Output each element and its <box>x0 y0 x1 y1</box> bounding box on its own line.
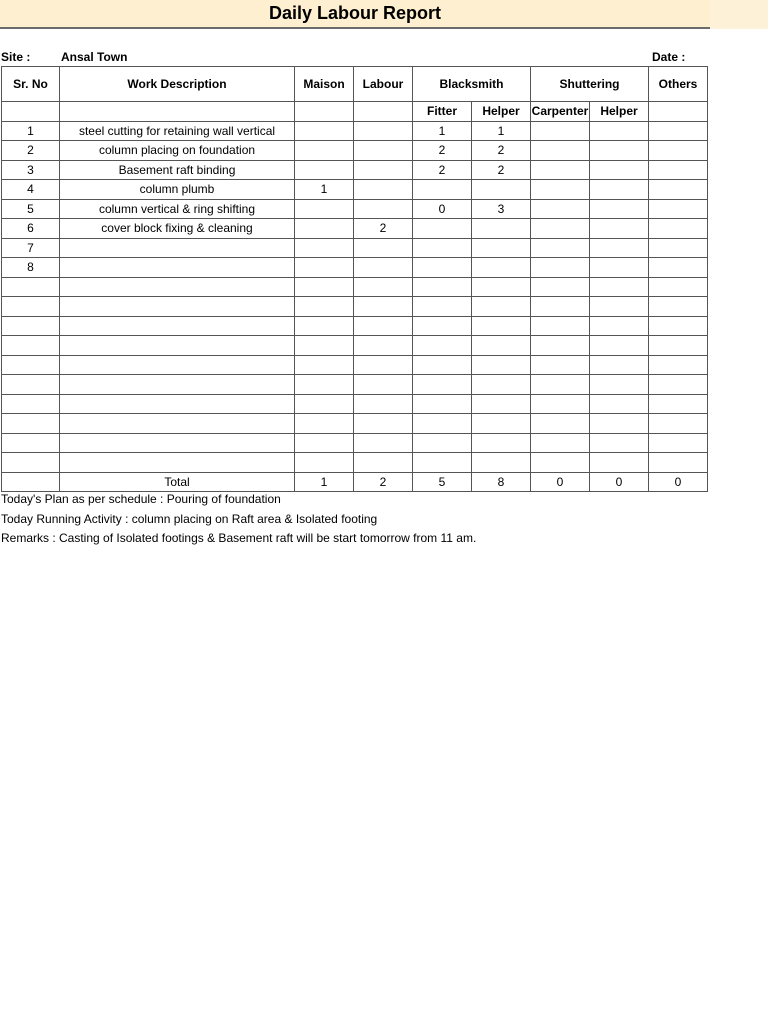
cell-carpenter <box>531 453 590 473</box>
header-row-sub <box>2 102 708 122</box>
cell-others <box>649 121 708 141</box>
cell-labour <box>354 355 413 375</box>
cell-labour <box>354 258 413 278</box>
total-labour: 2 <box>354 472 413 492</box>
cell-labour <box>354 160 413 180</box>
cell-sr-no <box>2 316 60 336</box>
cell-fitter <box>413 238 472 258</box>
cell-work-description <box>60 336 295 356</box>
subheader-empty <box>60 102 295 122</box>
cell-blacksmith-helper <box>472 277 531 297</box>
cell-fitter <box>413 258 472 278</box>
total-label: Total <box>60 472 295 492</box>
cell-fitter: 2 <box>413 160 472 180</box>
table-row <box>2 394 708 414</box>
cell-blacksmith-helper <box>472 316 531 336</box>
cell-shuttering-helper <box>590 277 649 297</box>
cell-sr-no <box>2 453 60 473</box>
table-row <box>2 258 708 278</box>
cell-labour <box>354 180 413 200</box>
cell-maison <box>295 141 354 161</box>
cell-shuttering-helper <box>590 258 649 278</box>
cell-work-description: cover block fixing & cleaning <box>60 219 295 239</box>
cell-maison <box>295 277 354 297</box>
cell-shuttering-helper <box>590 355 649 375</box>
cell-blacksmith-helper <box>472 258 531 278</box>
cell-maison <box>295 316 354 336</box>
table-row <box>2 355 708 375</box>
cell-work-description: Basement raft binding <box>60 160 295 180</box>
cell-shuttering-helper <box>590 414 649 434</box>
cell-others <box>649 297 708 317</box>
cell-carpenter <box>531 414 590 434</box>
table-row <box>2 141 708 161</box>
subheader-carpenter: Carpenter <box>531 102 590 122</box>
cell-others <box>649 336 708 356</box>
cell-fitter <box>413 336 472 356</box>
table-row <box>2 277 708 297</box>
cell-others <box>649 414 708 434</box>
cell-labour <box>354 199 413 219</box>
cell-blacksmith-helper <box>472 180 531 200</box>
cell-carpenter <box>531 141 590 161</box>
subheader-fitter: Fitter <box>413 102 472 122</box>
cell-work-description <box>60 277 295 297</box>
cell-carpenter <box>531 336 590 356</box>
total-fitter: 5 <box>413 472 472 492</box>
subheader-empty <box>295 102 354 122</box>
table-row <box>2 160 708 180</box>
cell-carpenter <box>531 199 590 219</box>
cell-sr-no: 1 <box>2 121 60 141</box>
running-activity-text: Today Running Activity : column placing on Raft area & Isolated footing <box>1 512 378 526</box>
cell-sr-no: 4 <box>2 180 60 200</box>
cell-sr-no <box>2 433 60 453</box>
cell-work-description <box>60 453 295 473</box>
cell-shuttering-helper <box>590 316 649 336</box>
cell-labour <box>354 336 413 356</box>
header-others: Others <box>649 67 708 102</box>
cell-labour <box>354 394 413 414</box>
cell-carpenter <box>531 394 590 414</box>
cell-sr-no: 5 <box>2 199 60 219</box>
cell-shuttering-helper <box>590 336 649 356</box>
cell-work-description <box>60 355 295 375</box>
cell-sr-no: 6 <box>2 219 60 239</box>
cell-shuttering-helper <box>590 219 649 239</box>
cell-sr-no: 3 <box>2 160 60 180</box>
report-title-bar <box>0 0 710 29</box>
cell-maison <box>295 258 354 278</box>
cell-carpenter <box>531 355 590 375</box>
subheader-empty <box>2 102 60 122</box>
cell-work-description <box>60 316 295 336</box>
cell-carpenter <box>531 238 590 258</box>
cell-fitter <box>413 433 472 453</box>
cell-shuttering-helper <box>590 121 649 141</box>
cell-blacksmith-helper: 3 <box>472 199 531 219</box>
cell-maison <box>295 160 354 180</box>
labour-table <box>1 66 708 492</box>
total-blacksmith-helper: 8 <box>472 472 531 492</box>
cell-blacksmith-helper <box>472 375 531 395</box>
cell-blacksmith-helper <box>472 453 531 473</box>
cell-maison <box>295 297 354 317</box>
cell-shuttering-helper <box>590 453 649 473</box>
subheader-shuttering-helper: Helper <box>590 102 649 122</box>
cell-shuttering-helper <box>590 297 649 317</box>
cell-blacksmith-helper <box>472 219 531 239</box>
cell-fitter <box>413 277 472 297</box>
cell-others <box>649 238 708 258</box>
cell-others <box>649 433 708 453</box>
cell-carpenter <box>531 433 590 453</box>
subheader-empty <box>354 102 413 122</box>
total-row <box>2 472 708 492</box>
subheader-blacksmith-helper: Helper <box>472 102 531 122</box>
table-row <box>2 336 708 356</box>
cell-maison <box>295 355 354 375</box>
cell-carpenter <box>531 297 590 317</box>
header-maison: Maison <box>295 67 354 102</box>
cell-carpenter <box>531 316 590 336</box>
cell-sr-no: 7 <box>2 238 60 258</box>
header-labour: Labour <box>354 67 413 102</box>
total-maison: 1 <box>295 472 354 492</box>
header-row-main <box>2 67 708 102</box>
cell-maison: 1 <box>295 180 354 200</box>
cell-labour <box>354 414 413 434</box>
cell-carpenter <box>531 277 590 297</box>
cell-work-description <box>60 375 295 395</box>
cell-fitter <box>413 180 472 200</box>
header-blacksmith: Blacksmith <box>413 67 531 102</box>
cell-work-description <box>60 238 295 258</box>
remarks-text: Remarks : Casting of Isolated footings & Basement raft will be start tomorrow from 11 am. <box>1 531 477 545</box>
cell-maison <box>295 199 354 219</box>
cell-fitter: 2 <box>413 141 472 161</box>
cell-others <box>649 219 708 239</box>
cell-fitter <box>413 394 472 414</box>
cell-maison <box>295 414 354 434</box>
cell-others <box>649 453 708 473</box>
cell-sr-no <box>2 277 60 297</box>
cell-blacksmith-helper <box>472 355 531 375</box>
cell-others <box>649 394 708 414</box>
cell-shuttering-helper <box>590 238 649 258</box>
total-shuttering-helper: 0 <box>590 472 649 492</box>
cell-work-description <box>60 258 295 278</box>
site-label: Site : <box>1 50 31 64</box>
cell-others <box>649 316 708 336</box>
cell-shuttering-helper <box>590 180 649 200</box>
cell-sr-no <box>2 355 60 375</box>
cell-labour <box>354 433 413 453</box>
total-empty <box>2 472 60 492</box>
cell-work-description <box>60 297 295 317</box>
cell-fitter <box>413 375 472 395</box>
table-row <box>2 433 708 453</box>
cell-work-description <box>60 414 295 434</box>
cell-carpenter <box>531 121 590 141</box>
cell-blacksmith-helper <box>472 238 531 258</box>
cell-sr-no <box>2 336 60 356</box>
header-shuttering: Shuttering <box>531 67 649 102</box>
cell-work-description: column vertical & ring shifting <box>60 199 295 219</box>
cell-labour <box>354 297 413 317</box>
header-sr-no: Sr. No <box>2 67 60 102</box>
cell-work-description: column placing on foundation <box>60 141 295 161</box>
cell-maison <box>295 336 354 356</box>
table-row <box>2 199 708 219</box>
cell-sr-no <box>2 297 60 317</box>
cell-shuttering-helper <box>590 394 649 414</box>
table-row <box>2 414 708 434</box>
cell-carpenter <box>531 180 590 200</box>
cell-maison <box>295 121 354 141</box>
cell-shuttering-helper <box>590 433 649 453</box>
date-label: Date : <box>652 50 686 64</box>
cell-maison <box>295 219 354 239</box>
cell-blacksmith-helper: 2 <box>472 141 531 161</box>
site-value: Ansal Town <box>61 50 128 64</box>
table-row <box>2 375 708 395</box>
cell-fitter <box>413 219 472 239</box>
cell-others <box>649 355 708 375</box>
cell-blacksmith-helper <box>472 394 531 414</box>
cell-sr-no <box>2 414 60 434</box>
cell-maison <box>295 433 354 453</box>
cell-sr-no <box>2 375 60 395</box>
cell-shuttering-helper <box>590 375 649 395</box>
cell-blacksmith-helper: 2 <box>472 160 531 180</box>
subheader-empty <box>649 102 708 122</box>
cell-others <box>649 141 708 161</box>
report-title: Daily Labour Report <box>268 3 442 23</box>
cell-labour <box>354 141 413 161</box>
cell-others <box>649 258 708 278</box>
total-carpenter: 0 <box>531 472 590 492</box>
cell-maison <box>295 394 354 414</box>
todays-plan-text: Today's Plan as per schedule : Pouring of foundation <box>1 492 281 506</box>
cell-carpenter <box>531 375 590 395</box>
table-row <box>2 453 708 473</box>
cell-sr-no: 8 <box>2 258 60 278</box>
cell-fitter <box>413 414 472 434</box>
cell-fitter: 1 <box>413 121 472 141</box>
cell-work-description: steel cutting for retaining wall vertical <box>60 121 295 141</box>
table-row <box>2 238 708 258</box>
cell-maison <box>295 238 354 258</box>
cell-fitter <box>413 297 472 317</box>
cell-labour <box>354 238 413 258</box>
cell-others <box>649 180 708 200</box>
cell-blacksmith-helper <box>472 336 531 356</box>
table-row <box>2 121 708 141</box>
cell-fitter <box>413 453 472 473</box>
cell-shuttering-helper <box>590 141 649 161</box>
cell-shuttering-helper <box>590 199 649 219</box>
cell-shuttering-helper <box>590 160 649 180</box>
cell-blacksmith-helper <box>472 297 531 317</box>
cell-others <box>649 199 708 219</box>
cell-maison <box>295 453 354 473</box>
cell-labour <box>354 375 413 395</box>
cell-maison <box>295 375 354 395</box>
total-others: 0 <box>649 472 708 492</box>
table-row <box>2 316 708 336</box>
cell-fitter <box>413 316 472 336</box>
cell-blacksmith-helper <box>472 414 531 434</box>
cell-labour <box>354 121 413 141</box>
cell-work-description <box>60 433 295 453</box>
cell-work-description: column plumb <box>60 180 295 200</box>
table-row <box>2 297 708 317</box>
cell-labour <box>354 453 413 473</box>
cell-fitter: 0 <box>413 199 472 219</box>
cell-blacksmith-helper <box>472 433 531 453</box>
cell-others <box>649 160 708 180</box>
cell-others <box>649 277 708 297</box>
cell-labour <box>354 277 413 297</box>
cell-sr-no: 2 <box>2 141 60 161</box>
cell-labour: 2 <box>354 219 413 239</box>
cell-others <box>649 375 708 395</box>
cell-carpenter <box>531 160 590 180</box>
cell-carpenter <box>531 219 590 239</box>
header-work-description: Work Description <box>60 67 295 102</box>
cell-fitter <box>413 355 472 375</box>
cell-carpenter <box>531 258 590 278</box>
cell-labour <box>354 316 413 336</box>
table-row <box>2 180 708 200</box>
table-row <box>2 219 708 239</box>
cell-sr-no <box>2 394 60 414</box>
cell-work-description <box>60 394 295 414</box>
cell-blacksmith-helper: 1 <box>472 121 531 141</box>
title-bar-extension <box>710 0 768 29</box>
